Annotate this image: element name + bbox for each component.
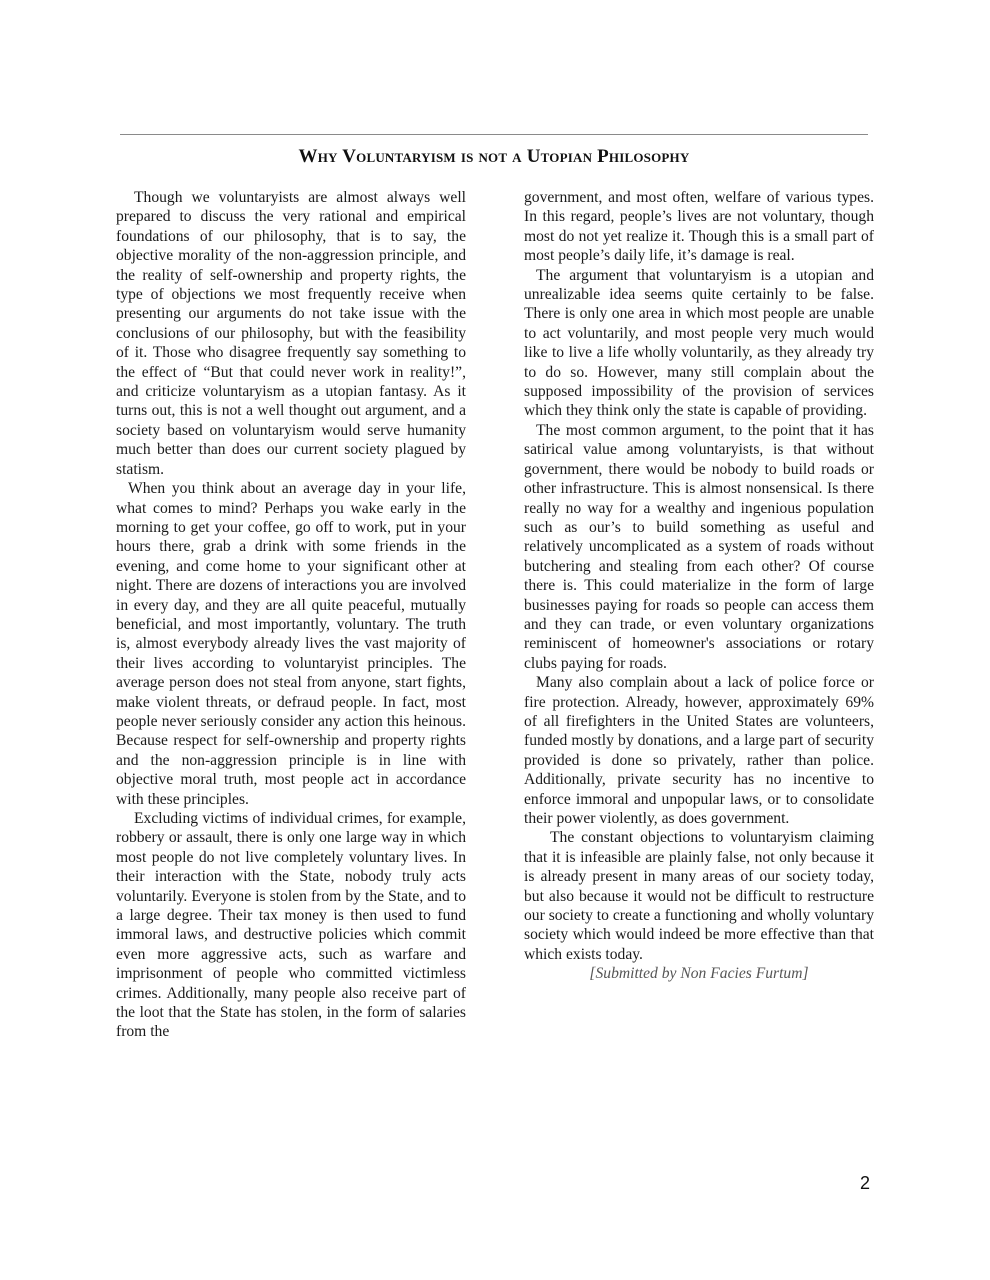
left-column [116,188,466,1042]
article-title: Why Voluntaryism is not a Utopian Philosophy [298,146,690,167]
paragraph: Though we voluntaryists are almost always well prepared to discuss the very rational and empirical foundations of our philosophy, that is to say, the objective morality of the non-aggression principle, and the reality of self-ownership and property rights, the type of objections we most frequently receive when presenting our arguments do not take issue with the conclusions of our philosophy, but with the feasibility of it. Those who disagree frequently say something to the effect of “But that could never work in reality!”, and criticize voluntaryism as a utopian fantasy. As it turns out, this is not a well thought out argument, and a society based on voluntaryism would serve humanity much better than does our current society plagued by statism. [116,189,466,478]
right-column [524,188,874,984]
header-rule [120,134,868,135]
submission-credit: [Submitted by Non Facies Furtum] [589,965,809,983]
page-number: 2 [860,1173,871,1193]
paragraph: Excluding victims of individual crimes, for example, robbery or assault, there is only one large way in which most people do not live completely voluntary lives. In their interaction with the State, nobody truly acts voluntarily. Everyone is stolen from by the State, and to a large degree. Their tax money is then used to fund immoral laws, and destructive policies which commit even more aggressive acts, such as warfare and imprisonment of people who committed victimless crimes. Additionally, many people also receive part of the loot that the State has stolen, in the form of salaries from the [116,810,466,1041]
paragraph: The constant objections to voluntaryism claiming that it is infeasible are plainly false, not only because it is already present in many areas of our society today, but also because it would not be difficult to restructure our society to create a functioning and wholly voluntary society which would indeed be more effective than that which exists today. [524,829,874,963]
paragraph: Many also complain about a lack of police force or fire protection. Already, however, approximately 69% of all firefighters in the United States are volunteers, funded mostly by donations, and a large part of security provided is done so privately, rather than police. Additionally, private security has no incentive to enforce immoral and unpopular laws, or to consolidate their power violently, as does government. [524,674,874,827]
paragraph: When you think about an average day in your life, what comes to mind? Perhaps you wake early in the morning to get your coffee, go off to work, put in your hours there, grab a drink with some friends in the evening, and come home to your significant other at night. There are dozens of interactions you are involved in every day, and they are all quite peaceful, mutually beneficial, and most importantly, voluntary. The truth is, almost everybody already lives the vast majority of their lives according to voluntaryist principles. The average person does not steal from anyone, start fights, make violent threats, or defraud people. In fact, most people never seriously consider any action this heinous. Because respect for self-ownership and property rights and the non-aggression principle is in line with objective moral truth, most people act in accordance with these principles. [116,480,466,808]
paragraph: The argument that voluntaryism is a utopian and unrealizable idea seems quite certainly to be false. There is only one area in which most people are unable to act voluntarily, and most people very much would like to live a life wholly voluntarily, as they already try to do so. However, many still complain about the supposed impossibility of the provision of services which they think only the state is capable of providing. [524,266,874,420]
paragraph: The most common argument, to the point that it has satirical value among voluntaryists, is that without government, there would be nobody to build roads or other infrastructure. This is almost nonsensical. Is there really no way for a wealthy and ingenious population such as our’s to build something as useful and relatively uncomplicated as a system of roads without butchering and stealing from each other? Of course there is. This could materialize in the form of large businesses paying for roads so people can access them and they can trade, or even voluntary organizations reminiscent of homeowner's associations or rotary clubs paying for roads. [524,421,874,672]
paragraph: government, and most often, welfare of various types. In this regard, people’s lives are not voluntary, though most do not yet realize it. Though this is a small part of most people’s daily life, it’s damage is real. [524,189,874,265]
